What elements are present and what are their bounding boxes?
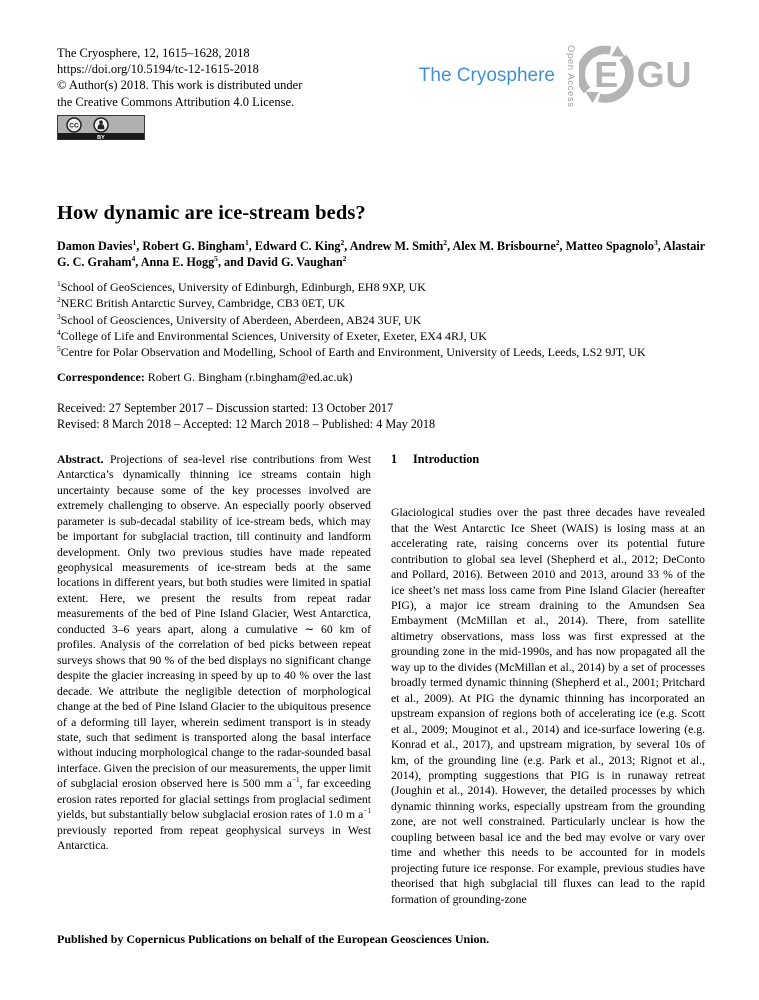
revised-line: Revised: 8 March 2018 – Accepted: 12 March 2018 – Published: 4 May 2018 (57, 417, 436, 432)
section-heading-introduction (391, 452, 705, 467)
citation-block (57, 45, 302, 140)
author: Robert G. Bingham$^1$ (142, 237, 249, 253)
by-label: BY (97, 134, 105, 140)
article-title: How dynamic are ice-stream beds? (57, 201, 366, 224)
affiliation-line: $^1$School of GeoSciences, University of Edinburgh, Edinburgh, EH8 9XP, UK (57, 278, 426, 294)
masthead (57, 45, 705, 140)
author: Edward C. King$^2$ (254, 237, 345, 253)
correspondence-label: Correspondence: (57, 369, 145, 384)
correspondence-text[interactable]: Robert G. Bingham (r.bingham@ed.ac.uk) (147, 369, 353, 384)
cc-by-badge[interactable] (57, 115, 145, 140)
author: Alex M. Brisbourne$^2$ (452, 237, 560, 253)
publisher-footer: Published by Copernicus Publications on behalf of the European Geosciences Union. (57, 932, 490, 946)
person-icon (94, 118, 108, 132)
dates-block (57, 400, 705, 433)
two-column-body (57, 452, 705, 907)
egu-letter-e: E (594, 53, 619, 95)
abstract-label: Abstract. (57, 452, 104, 466)
section-number: 1 (391, 451, 398, 466)
received-line: Received: 27 September 2017 – Discussion started: 13 October 2017 (57, 400, 394, 415)
author: and David G. Vaughan$^2$ (224, 254, 347, 270)
license-line-2: the Creative Commons Attribution 4.0 License. (57, 94, 295, 109)
abstract-text: Projections of sea-level rise contributions from West Antarctica’s dynamically thinning ice streams contain high uncertainty because some of the key processes involved are extremely challenging to observe. An especially poorly observed parameter is sub-decadal stability of ice-stream beds, which may be important for subglacial traction, till continuity and landform development. Only two previous studies have made repeated geophysical measurements of ice-stream beds at the same locations in different years, but both studies were limited in spatial extent. Here, we present the results from repeat radar measurements of the bed of Pine Island Glacier, West Antarctica, conducted 3–6 years apart, along a cumulative ∼ 60 km of profiles. Analysis of the correlation of bed picks between repeat surveys shows that 90 % of the bed displays no significant change despite the glacier increasing in speed by up to 40 % over the last decade. We attribute the negligible detection of morphological change at the bed of Pine Island Glacier to the ubiquitous presence of a deforming till layer, wherein sediment transport is in steady state, such that sediment is transported along the basal interface without inducing morphological change to the radar-sounded basal interface. Given the precision of our measurements, the upper limit of subglacial erosion observed here is 500 mm $a^{-1}$, far exceeding erosion rates reported for glacial settings from proglacial sediment yields, but substantially below subglacial erosion rates of 1.0 m $a^{-1}$ previously reported from repeat geophysical surveys in West Antarctica. (57, 452, 372, 853)
abstract-column (57, 452, 371, 907)
affiliation-line: $^3$School of Geosciences, University of Aberdeen, Aberdeen, AB24 3UF, UK (57, 311, 422, 327)
author: Andrew M. Smith$^2$ (349, 237, 448, 253)
affiliation-line: $^2$NERC British Antarctic Survey, Cambridge, CB3 0ET, UK (57, 295, 346, 311)
affiliation-line: $^4$College of Life and Environmental Sciences, University of Exeter, Exeter, EX4 4RJ, UK (57, 328, 487, 344)
egu-logo (579, 40, 705, 112)
author: Damon Davies$^1$ (57, 237, 137, 253)
author-list: Damon Davies$^1$, Robert G. Bingham$^1$, Edward C. King$^2$, Andrew M. Smith$^2$, Alex M. Brisbourne$^2$, Matteo Spagnolo$^3$, Alastair G. C. Graham$^4$, Anna E. Hogg$^5$, and David G. Vaughan$^2$ (57, 237, 705, 270)
journal-logo (419, 38, 705, 114)
author: Matteo Spagnolo$^3$ (565, 237, 658, 253)
cc-icon-label: CC (69, 122, 79, 130)
author: Anna E. Hogg$^5$ (140, 254, 218, 270)
introduction-paragraph: Glaciological studies over the past three decades have revealed that the West Antarctic Ice Sheet (WAIS) is losing mass at an accelerating rate, raising concerns over its potential future contribution to global sea level (Shepherd et al., 2012; DeConto and Pollard, 2016). Between 2010 and 2013, around 33 % of the ice sheet’s net mass loss came from Pine Island Glacier (hereafter PIG), a major ice stream draining to the Amundsen Sea Embayment (McMillan et al., 2014). There, from satellite altimetry observations, mass loss was first expressed at the grounding zone in the mid-1990s, and has now propagated all the way up to the divides (McMillan et al., 2014) by a set of processes broadly termed dynamic thinning (Shepherd et al., 2001; Pritchard et al., 2009). At PIG the dynamic thinning has incorporated an upstream expansion of regions both of accelerating ice (e.g. Scott et al., 2009; Mouginot et al., 2014) and ice-surface lowering (e.g. Konrad et al., 2017), and upstream migration, by several 10s of km, of the grounding line (e.g. Park et al., 2013; Rignot et al., 2014), prompting suggestions that PIG is in runaway retreat (Joughin et al., 2014). However, the detailed processes by which dynamic thinning works, especially upstream from the grounding zone, are not well constrained. Particularly unclear is how the coupling between basal ice and the bed may evolve or vary over time and whether this needs to be accounted for in models projecting future ice response. For example, previous studies have theorised that high subglacial till fluxes can lead to the rapid formation of grounding-zone (391, 506, 705, 906)
section-title: Introduction (413, 451, 480, 466)
affiliation-list (57, 279, 705, 361)
correspondence-line (57, 370, 705, 385)
journal-name: The Cryosphere (418, 65, 555, 86)
open-access-label: Open Access (565, 44, 576, 108)
license-line-1: © Author(s) 2018. This work is distributed under (57, 78, 303, 93)
egu-letters-gu: GU (636, 53, 693, 95)
doi-link[interactable]: https://doi.org/10.5194/tc-12-1615-2018 (57, 62, 259, 77)
author: Alastair G. C. Graham$^4$ (57, 238, 705, 270)
affiliation-line: $^5$Centre for Polar Observation and Modelling, School of Earth and Environment, University of Leeds, Leeds, LS2 9JT, UK (57, 344, 646, 360)
abstract-paragraph (57, 452, 371, 854)
introduction-column (391, 452, 705, 907)
journal-citation: The Cryosphere, 12, 1615–1628, 2018 (57, 46, 250, 60)
